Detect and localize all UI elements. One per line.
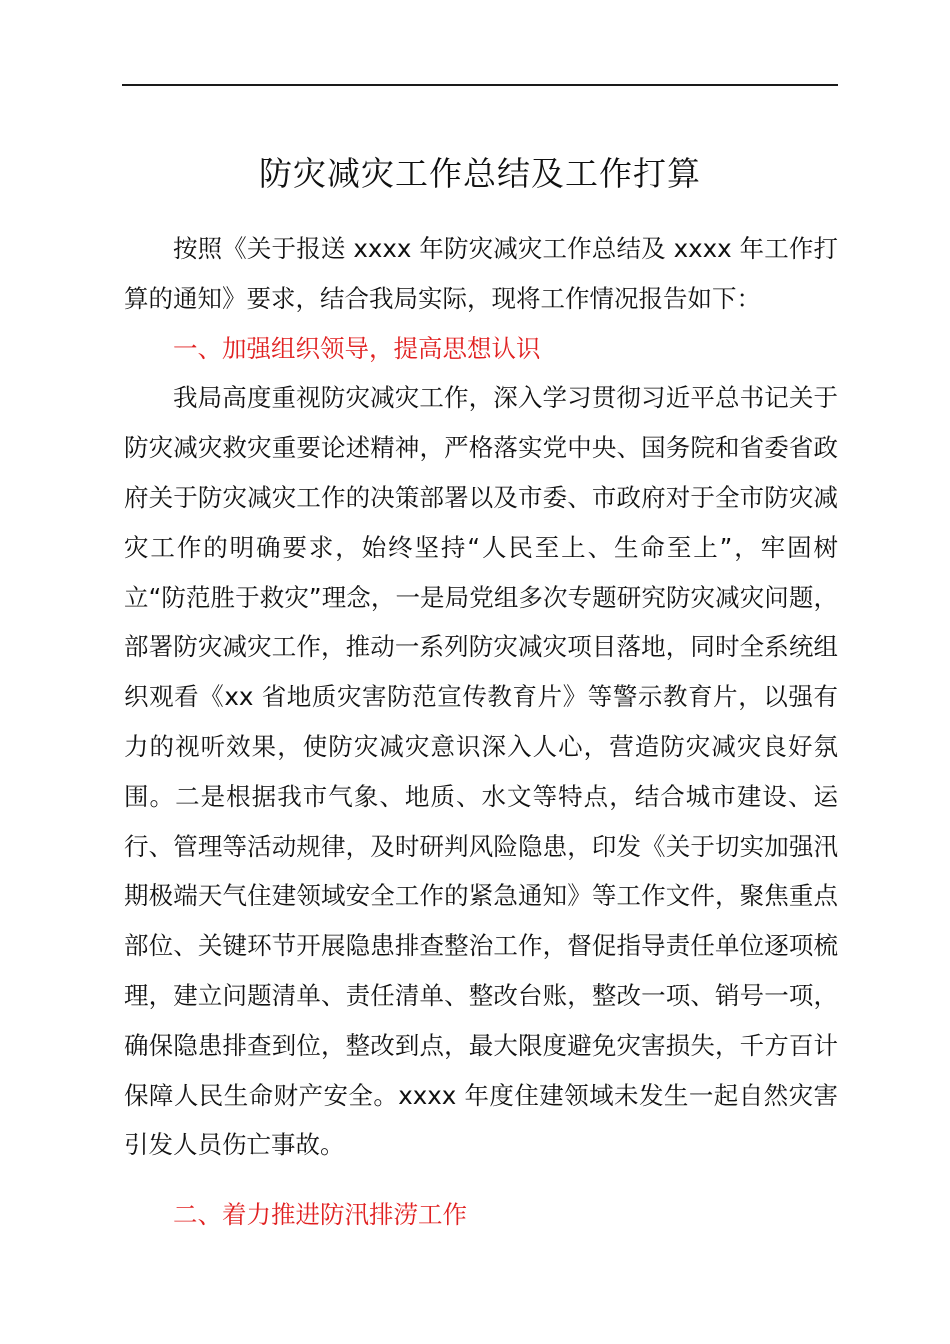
header-rule: [122, 84, 838, 86]
intro-paragraph: 按照《关于报送 xxxx 年防灾减灾工作总结及 xxxx 年工作打算的通知》要求，结合我局实际，现将工作情况报告如下：: [124, 234, 838, 313]
document-title: 防灾减灾工作总结及工作打算: [259, 154, 701, 193]
section-heading-1: 一、加强组织领导，提高思想认识: [173, 333, 541, 363]
section-heading-2: 二、着力推进防汛排涝工作: [173, 1200, 467, 1230]
section-1-paragraph: 我局高度重视防灾减灾工作，深入学习贯彻习近平总书记关于防灾减灾救灾重要论述精神，严格落实党中央、国务院和省委省政府关于防灾减灾工作的决策部署以及市委、市政府对于全市防灾减灾工作的明确要求，始终坚持“人民至上、生命至上”，牢固树立“防范胜于救灾”理念，一是局党组多次专题研究防灾减灾问题，部署防灾减灾工作，推动一系列防灾减灾项目落地，同时全系统组织观看《xx 省地质灾害防范宣传教育片》等警示教育片，以强有力的视听效果，使防灾减灾意识深入人心，营造防灾减灾良好氛围。二是根据我市气象、地质、水文等特点，结合城市建设、运行、管理等活动规律，及时研判风险隐患，印发《关于切实加强汛期极端天气住建领域安全工作的紧急通知》等工作文件，聚焦重点部位、关键环节开展隐患排查整治工作，督促指导责任单位逐项梳理，建立问题清单、责任清单、整改台账，整改一项、销号一项，确保隐患排查到位，整改到点，最大限度避免灾害损失，千方百计保障人民生命财产安全。xxxx 年度住建领域未发生一起自然灾害引发人员伤亡事故。: [124, 383, 838, 1160]
document-body: [124, 224, 838, 1240]
